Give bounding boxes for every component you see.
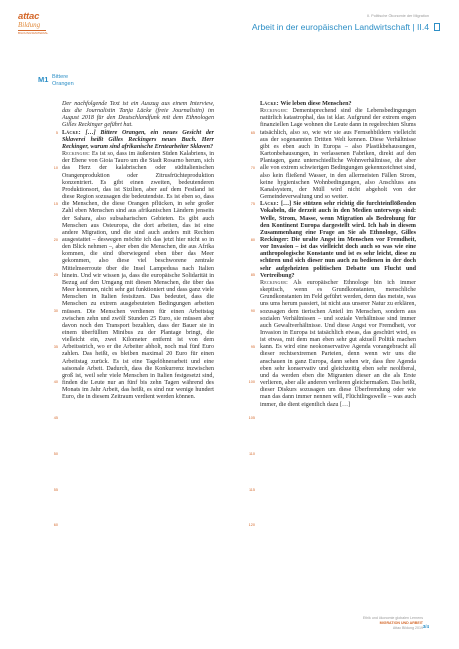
- line-number-blank: [50, 508, 58, 515]
- module-title-line1: Bittere: [52, 74, 69, 80]
- line-number-blank: [247, 222, 255, 229]
- line-number: 110: [248, 451, 255, 456]
- logo-sub-text: Bildung: [18, 21, 41, 29]
- footer-line2: MIGRATION UND ARBEIT: [379, 621, 423, 625]
- line-number-blank: [247, 472, 255, 479]
- line-number-blank: [247, 387, 255, 394]
- line-number-blank: [247, 408, 255, 415]
- line-number-blank: [50, 465, 58, 472]
- line-number-blank: [247, 144, 255, 151]
- speaker-label: Läcke:: [260, 201, 279, 208]
- answer-3: [260, 280, 416, 409]
- line-number-blank: [247, 158, 255, 165]
- line-number-blank: [247, 122, 255, 129]
- line-numbers-right: [247, 101, 255, 529]
- line-number-blank: [50, 194, 58, 201]
- breadcrumb: II. Politische Ökonomie der Migration: [366, 14, 429, 18]
- line-number: 10: [53, 166, 58, 171]
- line-number-blank: [247, 444, 255, 451]
- line-number: 75: [250, 201, 255, 206]
- line-number: 5: [55, 130, 58, 135]
- line-number: 60: [53, 523, 58, 528]
- line-number-blank: [247, 315, 255, 322]
- line-number-blank: [247, 172, 255, 179]
- page-number: 3/4: [422, 624, 429, 629]
- line-number-blank: [50, 429, 58, 436]
- line-number-blank: [50, 265, 58, 272]
- line-number-blank: [50, 208, 58, 215]
- line-number-blank: [247, 244, 255, 251]
- line-number-blank: [50, 222, 58, 229]
- line-number-blank: [50, 172, 58, 179]
- footer: [363, 616, 423, 631]
- line-number-blank: [50, 387, 58, 394]
- question-3: [260, 201, 416, 280]
- line-number-blank: [247, 258, 255, 265]
- section-number: II.4: [417, 22, 429, 32]
- line-number-blank: [247, 401, 255, 408]
- line-number: 90: [250, 309, 255, 314]
- line-number-blank: [50, 437, 58, 444]
- line-number: 20: [53, 237, 58, 242]
- line-number-blank: [247, 501, 255, 508]
- answer-text: Als europäischer Ethnologe bin ich immer skeptisch, wenn es Grundkonstanten, menschliche Grundkonstanten im Feld geführt werden, denn das meiste, was uns ums herum passiert, ist nicht aus unserer Natur zu erklären, sozusagen dem tierischen Anteil im Menschen, sondern aus sozialen Verhältnissen – und soziale Verhältnisse sind immer auch Gewaltverhältnisse. Und diese Angst vor Fremdheit, vor Invasion in Europa ist tatsächlich etwas, das geschürt wird, es ist etwas, mit dem man eben sehr gut aktuell Politik machen kann. Es wird eine neokonservative Agenda vorangebracht all dieser rechtsextremen Parteien, denn wenn wir uns die anschauen in ganz Europa, dann sehen wir, dass ihre Agenda eben sehr konservativ und gleichzeitig eben sehr neoliberal, und da werden eben die Migranten dieser an die als Erste verlieren, aber alle anderen verlieren gleichermaßen. Das heißt, dieser Diskurs sozusagen um diese Überfremdung oder wie man das dann immer nennen will, Flüchtlingswelle – was auch immer, die dient eigentlich dazu […]: [260, 279, 416, 408]
- line-number-blank: [247, 294, 255, 301]
- line-number-blank: [247, 251, 255, 258]
- question-2: [260, 101, 416, 108]
- module-title: [52, 74, 74, 87]
- line-number: 25: [53, 273, 58, 278]
- line-number-blank: [247, 101, 255, 108]
- line-number-blank: [50, 287, 58, 294]
- line-number-blank: [50, 244, 58, 251]
- line-number-blank: [247, 330, 255, 337]
- line-number-blank: [247, 515, 255, 522]
- line-numbers-left: [50, 101, 58, 529]
- line-number-blank: [50, 494, 58, 501]
- question-text: Wie leben diese Menschen?: [280, 101, 352, 107]
- line-number-blank: [50, 301, 58, 308]
- module-title-line2: Orangen: [52, 80, 74, 87]
- line-number-blank: [247, 287, 255, 294]
- intro-text: Der nachfolgende Text ist ein Auszug aus einem Interview, das die Journalistin Tanja Läcke (freie Journalistin) im August 2018 für den Deutschlandfunk mit dem Ethnologen Gilles Reckinger geführt hat.: [62, 101, 214, 129]
- speaker-label: Läcke:: [260, 101, 279, 107]
- question-1: [62, 130, 214, 151]
- line-number-blank: [247, 437, 255, 444]
- line-number: 100: [248, 380, 255, 385]
- line-number-blank: [247, 215, 255, 222]
- line-number-blank: [50, 280, 58, 287]
- logo-main-text: attac: [18, 11, 40, 22]
- line-number-blank: [50, 180, 58, 187]
- line-number: 40: [53, 380, 58, 385]
- line-number-blank: [50, 458, 58, 465]
- speaker-label: Läcke:: [62, 129, 81, 136]
- line-number-blank: [50, 401, 58, 408]
- speaker-label: Reckinger:: [260, 108, 288, 115]
- attac-logo: [18, 12, 66, 35]
- answer-text: Dementsprechend sind die Lebensbedingungen natürlich katastrophal, das ist klar. Aufgrund der extrem engen finanziellen Lage wohnen die Leute dann in regelrechten Slums tatsächlich, also so, wie wir sie aus Fernsehbildern vielleicht aus der sogenannten Dritten Welt kennen. Diese Verhältnisse gibt es eben auch in Europa – also Plastikbehausungen, Kartonbehausungen, in verlassenen Fabriken, direkt auf den Plantagen, ganz unterschiedliche Wohnverhältnisse, die aber alle von extrem schwierigen Bedingungen gekennzeichnet sind, also kein fließend Wasser, in den allermeisten Fällen Strom, keine hygienischen Wohnbedingungen, also Anschluss ans Kanalsystem, der Müll wird nicht abgeholt von der Gemeindeverwaltung und so weiter.: [260, 108, 416, 201]
- line-number: 85: [250, 273, 255, 278]
- line-number-blank: [247, 180, 255, 187]
- logo-tiny-text: BILDUNGSMATERIAL: [18, 31, 49, 35]
- question-text: […] Sie stützen sehr richtig die furchteinflößenden Vokabeln, die derzeit auch in den Medien unterwegs sind: Welle, Strom, Masse, wenn Migration als Bedrohung für den Kontinent Europa dargestellt wird. Ich hab in diesem Zusammenhang eine Frage an Sie als Ethnologe, Gilles Reckinger: Die uralte Angst im Menschen vor Fremdheit, vor Invasion – ist das vielleicht doch auch so was wie eine anthropologische Konstante und ist es sehr leicht, diese zu schüren und sich dieser nun auch zu bedienen in der doch sehr aufgeheizten politischen Debatte um Flucht und Vertreibung?: [260, 201, 416, 279]
- footer-line3: Attac Bildung 2019: [392, 626, 423, 630]
- line-number-blank: [50, 251, 58, 258]
- line-number-blank: [247, 108, 255, 115]
- line-number: 65: [250, 130, 255, 135]
- line-number-blank: [247, 465, 255, 472]
- line-number-blank: [247, 115, 255, 122]
- line-number-blank: [50, 215, 58, 222]
- line-number-blank: [50, 322, 58, 329]
- line-number-blank: [50, 258, 58, 265]
- line-number: 115: [248, 487, 255, 492]
- line-number-blank: [50, 365, 58, 372]
- left-column: [62, 101, 214, 402]
- line-number-blank: [50, 108, 58, 115]
- line-number: 50: [53, 451, 58, 456]
- speaker-label: Reckinger:: [260, 279, 288, 286]
- line-number-blank: [247, 494, 255, 501]
- line-number-blank: [50, 394, 58, 401]
- line-number-blank: [247, 151, 255, 158]
- line-number: 55: [53, 487, 58, 492]
- line-number-blank: [50, 515, 58, 522]
- footer-line1: Ethik und ökonomie globalen Lernens: [362, 616, 423, 620]
- module-label: M1: [38, 75, 49, 84]
- line-number-blank: [50, 122, 58, 129]
- line-number-blank: [247, 458, 255, 465]
- line-number-blank: [247, 429, 255, 436]
- answer-1: [62, 151, 214, 401]
- line-number-blank: [50, 422, 58, 429]
- line-number: 80: [250, 237, 255, 242]
- line-number-blank: [247, 422, 255, 429]
- answer-2: [260, 108, 416, 201]
- line-number-blank: [50, 472, 58, 479]
- line-number-blank: [50, 151, 58, 158]
- line-number: 15: [53, 201, 58, 206]
- section-separator: |: [412, 22, 418, 32]
- line-number-blank: [50, 294, 58, 301]
- line-number-blank: [247, 194, 255, 201]
- line-number-blank: [50, 115, 58, 122]
- question-text: […] Bittere Orangen, ein neues Gesicht der Sklaverei heißt Gilles Reckingers neues Buch. Herr Reckinger, warum sind afrikanische Erntearbeiter Sklaven?: [62, 129, 214, 150]
- line-number-blank: [247, 322, 255, 329]
- line-number-blank: [247, 301, 255, 308]
- line-number-blank: [50, 144, 58, 151]
- line-number-blank: [247, 265, 255, 272]
- line-number-blank: [50, 330, 58, 337]
- line-number: 70: [250, 166, 255, 171]
- line-number-blank: [247, 351, 255, 358]
- line-number-blank: [247, 137, 255, 144]
- section-title: [252, 22, 429, 32]
- line-number-blank: [50, 351, 58, 358]
- line-number-blank: [50, 230, 58, 237]
- line-number-blank: [50, 408, 58, 415]
- line-number-blank: [247, 230, 255, 237]
- line-number-blank: [50, 372, 58, 379]
- document-icon: [434, 23, 440, 31]
- line-number-blank: [247, 208, 255, 215]
- right-column: [260, 101, 416, 409]
- line-number-blank: [247, 394, 255, 401]
- line-number-blank: [247, 508, 255, 515]
- section-title-text: Arbeit in der europäischen Landwirtschaft: [251, 22, 411, 32]
- line-number-blank: [247, 372, 255, 379]
- line-number-blank: [50, 358, 58, 365]
- line-number: 30: [53, 309, 58, 314]
- line-number: 95: [250, 344, 255, 349]
- line-number-blank: [247, 358, 255, 365]
- line-number-blank: [247, 187, 255, 194]
- line-number-blank: [50, 187, 58, 194]
- line-number: 35: [53, 344, 58, 349]
- answer-text: Es ist so, dass im äußersten Süden Kalabriens, in der Ebene von Gioia Tauro um die Stadt Rosarno herum, sich das Herz der kalabrischen oder süditalienischen Orangenproduktion oder Zitrusfrüchteproduktion konzentriert. Es gibt einen zweiten, bedeutenderen Produktionsort, das ist Sizilien, aber auf dem Festland ist diese Region sozusagen die bedeutendste. Es ist eben so, dass die Menschen, die diese Orangen pflücken, in sehr großer Zahl eben Menschen sind aus afrikanischen Ländern jenseits der Sahara, also subsaharischen Gebieten. Es gibt auch Menschen aus Osteuropa, die dort arbeiten, das ist eine andere Migration, und die sind auch anders mit Rechten ausgestattet – deswegen möchte ich das jetzt hier nicht so in den Blick nehmen –, aber eben die Menschen, die aus Afrika kommen, die sind überwiegend eben über das Meer gekommen, also diese viel beschworene zentrale Mittelmeerroute über die Insel Lampedusa nach Italien hinein. Und wir wissen ja, dass die europäische Solidarität in Bezug auf den Umgang mit diesen Menschen, die über das Meer kommen, nicht sehr gut funktioniert und dass ganz viele Menschen in Italien festsitzen. Das bedeutet, dass die Menschen zu extrem ausgebeuteten Bedingungen arbeiten müssen. Die Menschen verdienen für einen Arbeitstag zwischen zehn und zwölf Stunden 25 Euro, sie müssen aber davon noch den Transport bezahlen, dass der Bauer sie in einem überfüllten Minibus zu der Plantage bringt, die vielleicht ein, zwei Kilometer entfernt ist von dem Arbeitsstrich, wo er die Arbeiter abholt, noch mal fünf Euro zahlen. Das heißt, es bleiben maximal 20 Euro für einen Arbeitstag zurück. Es ist eine Tagelöhnerarbeit und eine saisonale Arbeit. Dadurch, dass die Konkurrenz inzwischen groß ist, weil sehr viele Menschen in Italien festgesetzt sind, finden die Leute nur an fünf bis zehn Tagen während des Monats im Jahr Arbeit, das heißt, es sind nur wenige hundert Euro, die in diesem Zeitraum verdient werden können.: [62, 151, 214, 401]
- line-number-blank: [247, 479, 255, 486]
- line-number-blank: [50, 137, 58, 144]
- line-number-blank: [247, 280, 255, 287]
- line-number-blank: [247, 337, 255, 344]
- line-number-blank: [50, 479, 58, 486]
- line-number-blank: [247, 365, 255, 372]
- speaker-label: Reckinger:: [62, 151, 90, 158]
- line-number-blank: [50, 444, 58, 451]
- line-number-blank: [50, 101, 58, 108]
- line-number-blank: [50, 501, 58, 508]
- line-number-blank: [50, 337, 58, 344]
- line-number-blank: [50, 158, 58, 165]
- line-number: 45: [53, 416, 58, 421]
- line-number-blank: [50, 315, 58, 322]
- line-number: 120: [248, 523, 255, 528]
- line-number: 105: [248, 416, 255, 421]
